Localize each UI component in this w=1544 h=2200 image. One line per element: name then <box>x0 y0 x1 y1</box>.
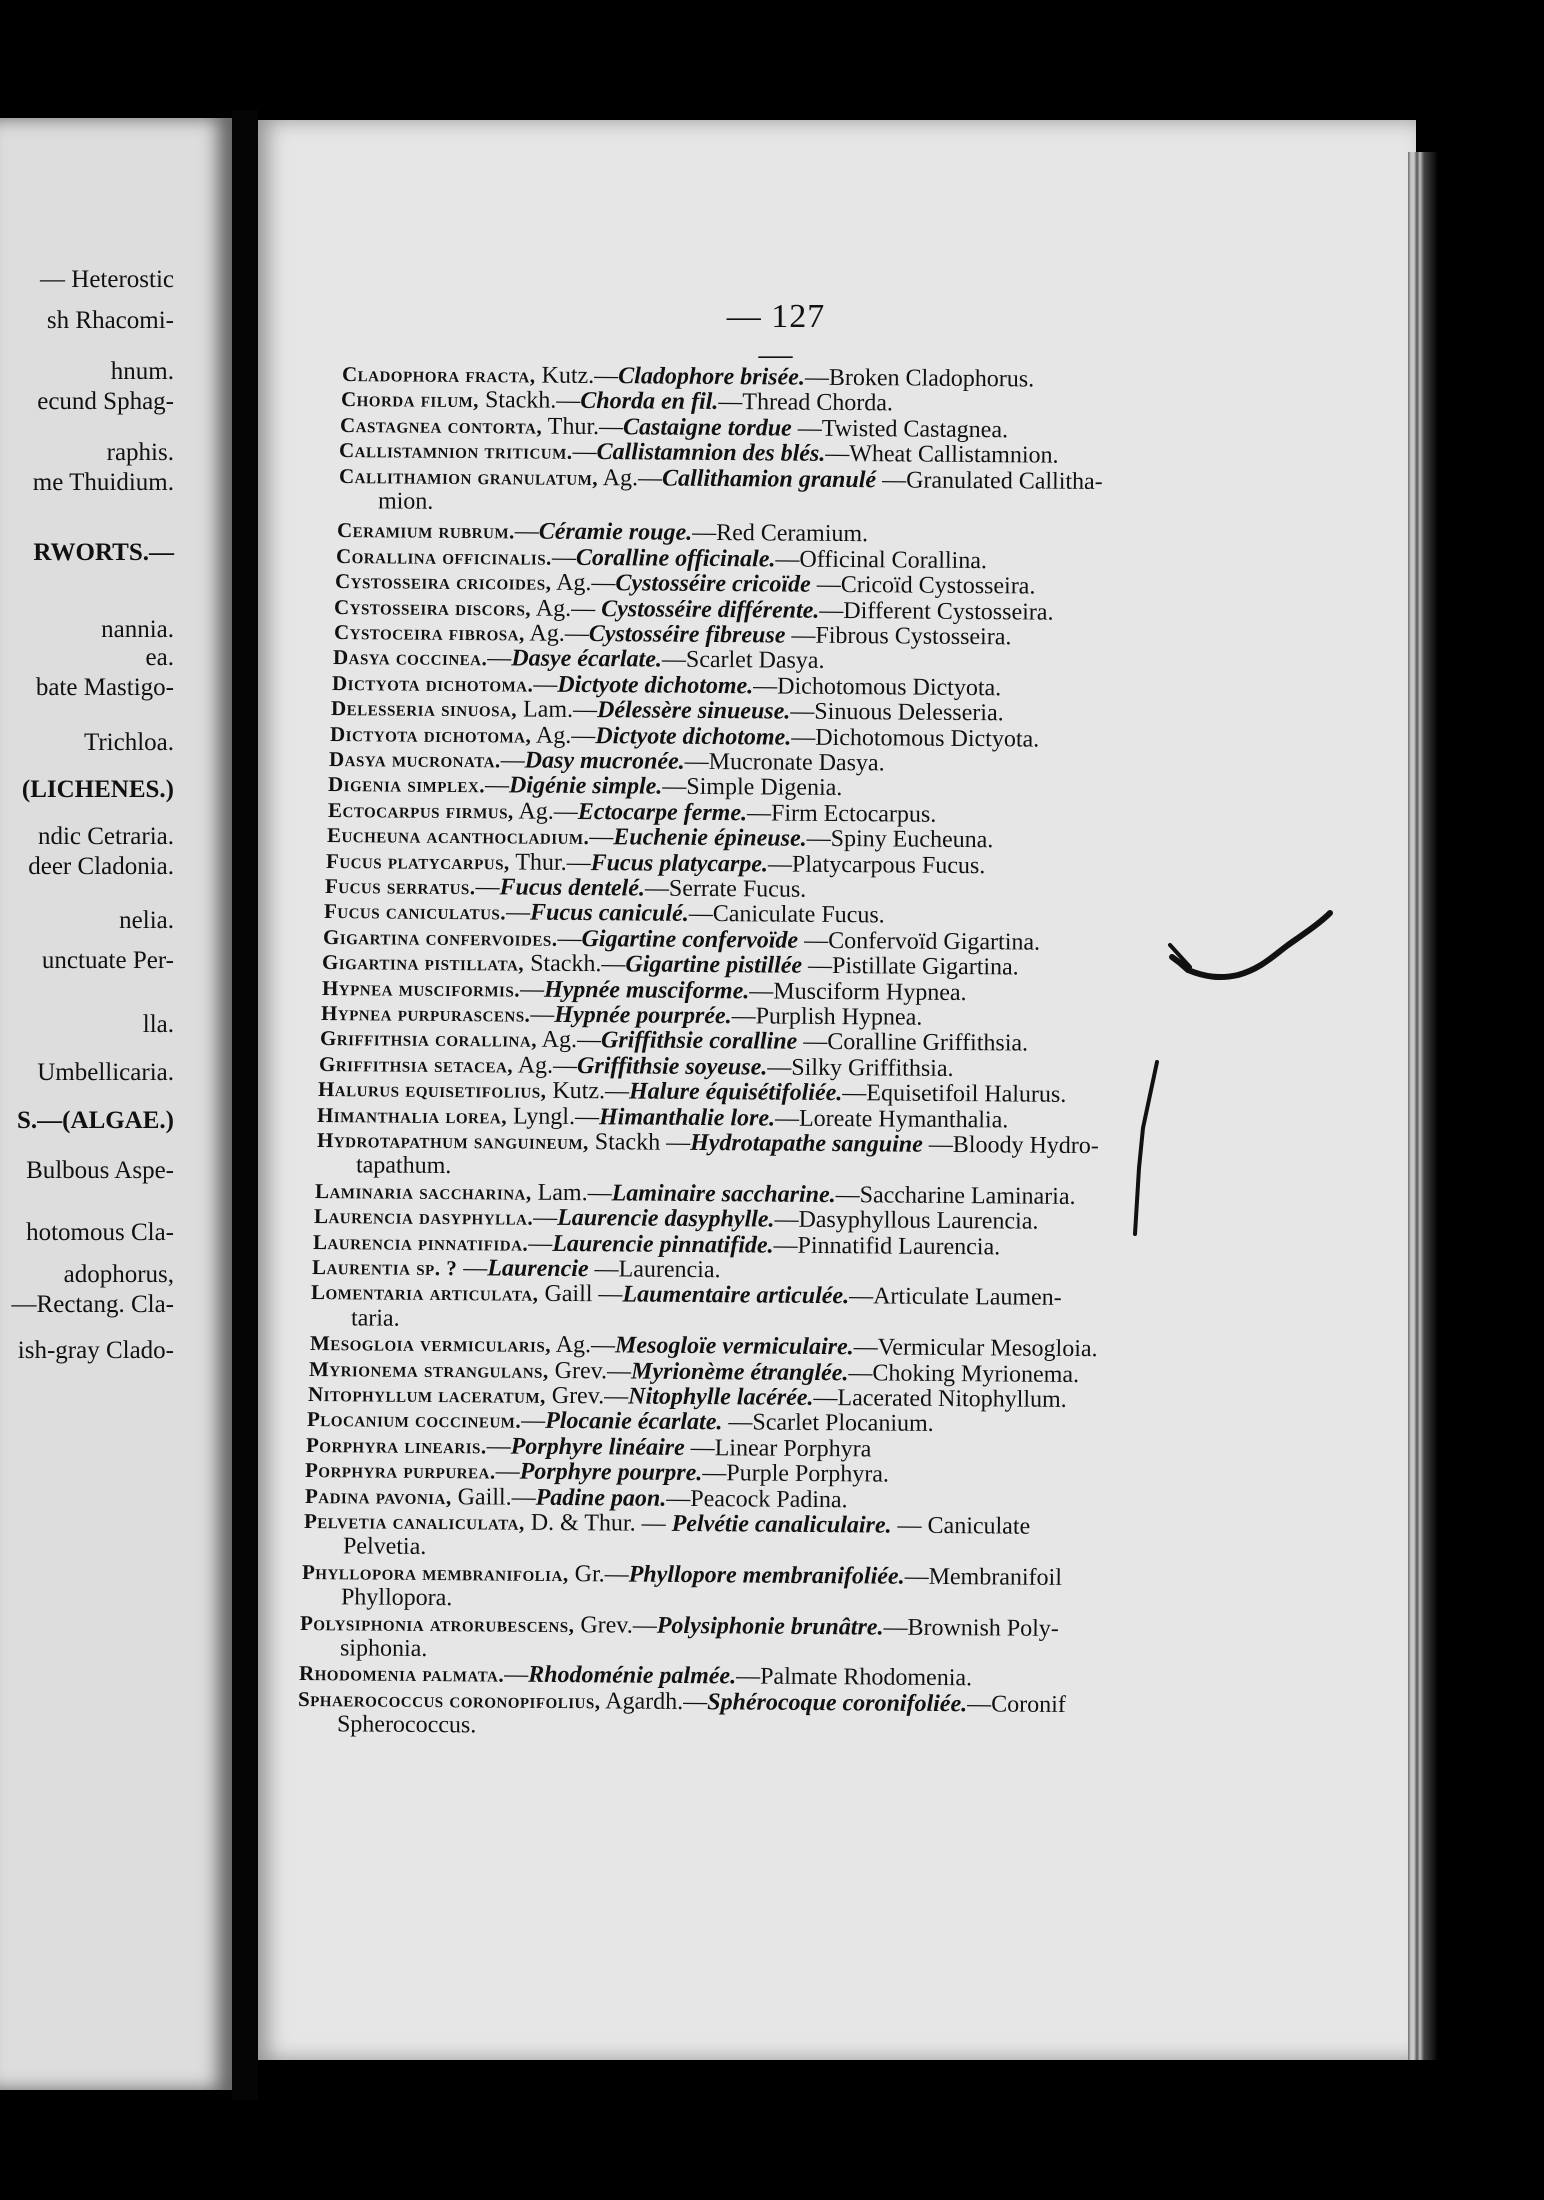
english-name: —Twisted Castagnea. <box>791 415 1009 444</box>
authority: — <box>519 976 544 1003</box>
previous-page-text: — Heterostic <box>40 266 174 293</box>
entry-continuation <box>297 1710 477 1739</box>
english-name: —Bloody Hydro- <box>922 1131 1099 1160</box>
species-name: Dictyota dichotoma, <box>329 721 532 748</box>
species-name: Plocanium coccineum. <box>307 1407 522 1434</box>
english-name: —Equisetifoil Halurus. <box>842 1080 1067 1109</box>
previous-page-text: S.—(ALGAE.) <box>17 1107 174 1134</box>
english-name: —Dichotomous Dictyota. <box>791 724 1040 753</box>
english-name: —Granulated Callitha- <box>875 466 1103 495</box>
species-name: Fucus serratus. <box>324 874 476 900</box>
species-name: Pelvetia canaliculata, <box>303 1509 525 1535</box>
english-name: —Pistillate Gigartina. <box>802 952 1020 981</box>
authority: — <box>521 1408 546 1435</box>
species-name: Sphaerococcus coronopifolius, <box>297 1686 601 1714</box>
english-name: —Serrate Fucus. <box>644 875 807 903</box>
authority: Ag.— <box>531 722 596 749</box>
species-name: Hypnea musciformis. <box>321 975 520 1002</box>
authority: — <box>457 1255 488 1282</box>
authority: — <box>503 1662 528 1689</box>
french-name: Ectocarpe ferme. <box>577 798 747 827</box>
species-name: Laminaria saccharina, <box>314 1178 532 1205</box>
continuation-text: tapathum. <box>355 1152 452 1180</box>
species-name: Dasya mucronata. <box>329 747 502 773</box>
french-name: Polysiphonie brunâtre. <box>657 1612 884 1641</box>
species-name: Gigartina pistillata, <box>322 950 525 976</box>
continuation-text: mion. <box>377 488 434 515</box>
previous-page-text: hotomous Cla- <box>26 1219 174 1246</box>
authority: — <box>533 1204 558 1232</box>
species-name: Cystoceira fibrosa, <box>333 620 525 646</box>
authority: Lyngl.— <box>507 1103 600 1130</box>
authority: — <box>485 772 510 799</box>
french-name: Laurencie <box>487 1255 589 1283</box>
continuation-text: taria. <box>350 1305 400 1332</box>
authority: Ag.— <box>524 620 589 648</box>
french-name: Dasye écarlate. <box>510 645 662 673</box>
previous-page-text: ecund Sphag- <box>37 388 174 415</box>
english-name: —Confervoïd Gigartina. <box>798 927 1041 956</box>
english-name: —Vermicular Mesogloia. <box>853 1334 1098 1363</box>
french-name: Gigartine confervoïde <box>581 925 799 954</box>
french-name: Castaigne tordue <box>623 414 793 442</box>
french-name: Laurencie dasyphylle. <box>557 1205 775 1233</box>
species-name: Griffithsia setacea, <box>318 1051 514 1078</box>
species-name: Gigartina confervoides. <box>323 924 558 951</box>
english-name: —Articulate Laumen- <box>849 1283 1063 1312</box>
continuation-text: Phyllopora. <box>341 1584 453 1612</box>
authority: Gaill — <box>538 1281 623 1308</box>
authority: — <box>475 874 500 901</box>
french-name: Mesogloïe vermiculaire. <box>614 1332 854 1361</box>
english-name: —Wheat Callistamnion. <box>825 441 1060 469</box>
french-name: Dasy mucronée. <box>524 747 686 775</box>
french-name: Dictyote dichotome. <box>556 671 754 700</box>
previous-page-fragment <box>0 118 232 2090</box>
previous-page-text: Bulbous Aspe- <box>26 1157 174 1184</box>
species-name: Porphyra purpurea. <box>305 1458 497 1484</box>
french-name: Pelvétie canaliculaire. <box>671 1510 892 1539</box>
french-name: Griffithsie coralline <box>600 1027 798 1056</box>
authority: Gaill.— <box>451 1483 536 1511</box>
previous-page-text: sh Rhacomi- <box>46 307 174 334</box>
species-name: Cystosseira discors, <box>334 594 532 621</box>
authority: — <box>500 747 526 774</box>
species-name: Padina pavonia, <box>304 1483 452 1509</box>
french-name: Dictyote dichotome. <box>595 722 792 751</box>
species-name: Lomentaria articulata, <box>311 1280 539 1307</box>
page-number: — 127 — <box>726 298 826 373</box>
english-name: — Caniculate <box>891 1512 1031 1540</box>
authority: Ag.— <box>550 1332 615 1359</box>
previous-page-text: —Rectang. Cla- <box>11 1291 174 1318</box>
species-name: Ceramium rubrum. <box>336 518 515 544</box>
pen-mark <box>1160 905 1340 995</box>
species-name: Fucus caniculatus. <box>324 899 507 925</box>
english-name: —Peacock Padina. <box>665 1485 848 1513</box>
species-entry <box>338 462 1102 496</box>
species-name: Hypnea purpurascens. <box>320 1001 531 1027</box>
book-gutter <box>232 110 258 2100</box>
species-name: Phyllopora membranifolia, <box>301 1559 569 1586</box>
french-name: Halure équisétifoliée. <box>629 1078 843 1107</box>
authority: — <box>557 925 582 952</box>
french-name: Phyllopore membranifoliée. <box>628 1561 905 1590</box>
authority: Stackh — <box>588 1129 690 1156</box>
french-name: Porphyre linéaire <box>510 1433 686 1461</box>
english-name: —Saccharine Laminaria. <box>835 1181 1076 1210</box>
previous-page-text: lla. <box>142 1011 174 1038</box>
species-name: Fucus platycarpus, <box>325 848 510 875</box>
authority: Lam.— <box>516 696 598 724</box>
authority: Agardh.— <box>600 1688 708 1716</box>
english-name: —Coronif <box>966 1691 1066 1718</box>
english-name: —Linear Porphyra <box>684 1434 872 1463</box>
authority: Thur.— <box>542 413 624 441</box>
previous-page-text: ish-gray Clado- <box>17 1337 174 1364</box>
authority: — <box>529 1001 555 1028</box>
french-name: Hypnée pourprée. <box>553 1001 732 1030</box>
authority: Kutz.— <box>546 1077 630 1105</box>
french-name: Fucus dentelé. <box>499 874 646 902</box>
french-name: Plocanie écarlate. <box>545 1408 723 1436</box>
authority: Thur.— <box>509 849 591 876</box>
french-name: Gigartine pistillée <box>625 951 803 979</box>
species-name: Eucheuna acanthocladium. <box>326 823 590 850</box>
french-name: Cystosséire différente. <box>601 595 820 624</box>
french-name: Digénie simple. <box>509 772 663 801</box>
species-name: Digenia simplex. <box>328 772 486 798</box>
english-name: —Silky Griffithsia. <box>767 1054 954 1082</box>
previous-page-text: RWORTS.— <box>33 539 174 566</box>
english-name: —Loreate Hymanthalia. <box>775 1105 1009 1134</box>
authority: Ag.— <box>531 595 602 622</box>
french-name: Cladophore brisée. <box>618 363 805 391</box>
previous-page-text: Trichloa. <box>83 729 174 756</box>
english-name: —Different Cystosseira. <box>819 597 1054 626</box>
authority: Ag.— <box>551 569 616 597</box>
french-name: Nitophylle lacérée. <box>628 1383 814 1411</box>
authority: Grev.— <box>548 1357 632 1385</box>
french-name: Céramie rouge. <box>538 518 693 547</box>
english-name: —Dichotomous Dictyota. <box>752 673 1002 702</box>
english-name: —Red Ceramium. <box>691 520 869 548</box>
previous-page-text: nannia. <box>101 616 174 643</box>
french-name: Cystosséire fibreuse <box>588 621 786 649</box>
english-name: —Purple Porphyra. <box>702 1460 890 1488</box>
species-name: Dictyota dichotoma. <box>331 670 534 697</box>
authority: Kutz.— <box>535 362 619 390</box>
english-name: —Coralline Griffithsia. <box>797 1029 1029 1057</box>
english-name: —Cricoïd Cystosseira. <box>810 571 1036 600</box>
french-name: Griffithsie soyeuse. <box>577 1052 768 1081</box>
continuation-text: Pelvetia. <box>342 1533 427 1561</box>
authority: Lam.— <box>531 1179 612 1207</box>
english-name: —Spiny Eucheuna. <box>806 825 994 854</box>
english-name: —Choking Myrionema. <box>848 1359 1080 1388</box>
french-name: Laurencie pinnatifide. <box>552 1230 774 1259</box>
authority: Ag.— <box>597 464 662 492</box>
species-name: Dasya coccinea. <box>332 645 488 671</box>
species-name: Laurentia sp. ? <box>312 1255 458 1281</box>
authority: — <box>486 645 512 672</box>
french-name: Cystosséire cricoïde <box>615 570 812 598</box>
english-name: —Scarlet Plocanium. <box>722 1409 934 1438</box>
entry-continuation <box>316 1151 452 1180</box>
species-name: Hydrotapathum sanguineum, <box>316 1128 589 1155</box>
species-name: Laurencia dasyphylla. <box>313 1204 534 1230</box>
french-name: Myrionème étranglée. <box>630 1358 849 1386</box>
french-name: Fucus caniculé. <box>530 900 689 928</box>
entry-continuation <box>301 1583 453 1612</box>
english-name: —Simple Digenia. <box>662 774 843 802</box>
previous-page-text: ea. <box>145 644 174 671</box>
species-name: Nitophyllum laceratum, <box>307 1382 546 1408</box>
authority: Stackh.— <box>479 387 581 415</box>
authority: — <box>495 1458 521 1485</box>
species-name: Myrionema strangulans, <box>308 1356 549 1383</box>
english-name: —Firm Ectocarpus. <box>746 800 936 828</box>
english-name: —Musciform Hypnea. <box>748 977 967 1006</box>
continuation-text: siphonia. <box>339 1635 427 1662</box>
page-edge <box>1408 152 1438 2060</box>
french-name: Laminaire saccharine. <box>611 1180 836 1208</box>
english-name: —Scarlet Dasya. <box>661 646 825 675</box>
species-name: Halurus equisetifolius, <box>318 1077 547 1103</box>
continuation-text: Spherococcus. <box>336 1711 477 1739</box>
species-name: Polysiphonia atrorubescens, <box>300 1610 575 1637</box>
authority: — <box>514 518 539 545</box>
english-name: —Lacerated Nitophyllum. <box>813 1384 1067 1413</box>
authority: D. & Thur. — <box>524 1509 672 1537</box>
french-name: Callistamnion des blés. <box>596 439 826 468</box>
species-name: Chorda filum, <box>341 387 480 413</box>
authority: Gr.— <box>568 1560 629 1588</box>
species-name: Himanthalia lorea, <box>317 1102 508 1129</box>
entry-continuation <box>338 487 434 516</box>
french-name: Coralline officinale. <box>575 544 776 573</box>
authority: — <box>506 899 531 927</box>
french-name: Himanthalie lore. <box>599 1103 776 1132</box>
english-name: —Dasyphyllous Laurencia. <box>774 1206 1039 1235</box>
english-name: —Fibrous Cystosseira. <box>784 622 1012 651</box>
previous-page-text: adophorus, <box>63 1261 174 1288</box>
species-name: Mesogloia vermicularis, <box>309 1331 551 1358</box>
french-name: Euchenie épineuse. <box>612 824 807 852</box>
entry-continuation <box>303 1532 427 1561</box>
previous-page-text: hnum. <box>110 358 174 385</box>
species-name: Callithamion granulatum, <box>338 463 598 490</box>
english-name: —Officinal Corallina. <box>775 546 988 574</box>
authority: Grev.— <box>574 1611 658 1639</box>
english-name: —Thread Chorda. <box>718 389 894 417</box>
previous-page-text: nelia. <box>119 907 174 934</box>
english-name: —Pinnatifid Laurencia. <box>773 1232 1001 1260</box>
english-name: —Platycarpous Fucus. <box>767 851 986 879</box>
species-name: Rhodomenia palmata. <box>298 1661 504 1688</box>
authority: — <box>532 671 558 698</box>
english-name: —Palmate Rhodomenia. <box>735 1663 972 1692</box>
previous-page-text: (LICHENES.) <box>21 776 174 803</box>
species-name: Ectocarpus firmus, <box>327 797 514 824</box>
previous-page-text: unctuate Per- <box>41 947 174 974</box>
species-name: Cystosseira cricoides, <box>335 569 552 595</box>
french-name: Padine paon. <box>535 1484 667 1512</box>
previous-page-text: me Thuidium. <box>32 469 174 496</box>
species-name: Griffithsia corallina, <box>319 1026 538 1053</box>
previous-page-text: raphis. <box>106 439 174 466</box>
french-name: Délessère sinueuse. <box>596 697 791 725</box>
english-name: —Sinuous Delesseria. <box>790 698 1004 727</box>
authority: — <box>551 544 577 571</box>
species-name: Laurencia pinnatifida. <box>312 1229 529 1256</box>
previous-page-text: deer Cladonia. <box>28 853 174 880</box>
pen-tick <box>1113 1058 1173 1238</box>
english-name: —Brownish Poly- <box>883 1614 1060 1642</box>
authority: Ag.— <box>513 798 578 825</box>
species-name: Callistamnion triticum. <box>339 438 574 465</box>
species-name: Cladophora fracta, <box>341 362 536 388</box>
previous-page-text: ndic Cetraria. <box>37 823 174 850</box>
authority: Stackh.— <box>524 950 626 978</box>
authority: — <box>572 439 598 466</box>
french-name: Callithamion granulé <box>661 465 876 493</box>
previous-page-text: Umbellicaria. <box>37 1059 174 1086</box>
french-name: Hydrotapathe sanguine <box>689 1129 923 1158</box>
authority: Ag.— <box>536 1027 602 1054</box>
french-name: Chorda en fil. <box>580 388 719 416</box>
french-name: Rhodoménie palmée. <box>527 1662 736 1690</box>
french-name: Laumentaire articulée. <box>622 1281 850 1310</box>
authority: — <box>486 1433 512 1460</box>
authority: Grev.— <box>545 1382 629 1410</box>
species-name: Delesseria sinuosa, <box>330 696 518 722</box>
english-name: —Membranifoil <box>904 1563 1063 1591</box>
previous-page-text: bate Mastigo- <box>35 674 174 701</box>
english-name: —Mucronate Dasya. <box>684 748 885 777</box>
english-name: —Caniculate Fucus. <box>688 901 885 929</box>
species-name: Corallina officinalis. <box>335 543 553 570</box>
authority: Ag.— <box>513 1052 578 1079</box>
french-name: Porphyre pourpre. <box>519 1458 703 1487</box>
english-name: —Purplish Hypnea. <box>731 1003 923 1031</box>
french-name: Sphérocoque coronifoliée. <box>706 1689 968 1718</box>
french-name: Fucus platycarpe. <box>590 849 768 878</box>
english-name: —Broken Cladophorus. <box>804 364 1035 393</box>
authority: — <box>588 824 614 851</box>
species-name: Castagnea contorta, <box>340 412 543 439</box>
species-name: Porphyra linearis. <box>306 1432 488 1459</box>
french-name: Hypnée musciforme. <box>543 976 750 1004</box>
authority: — <box>528 1230 553 1257</box>
english-name: —Laurencia. <box>588 1256 721 1284</box>
